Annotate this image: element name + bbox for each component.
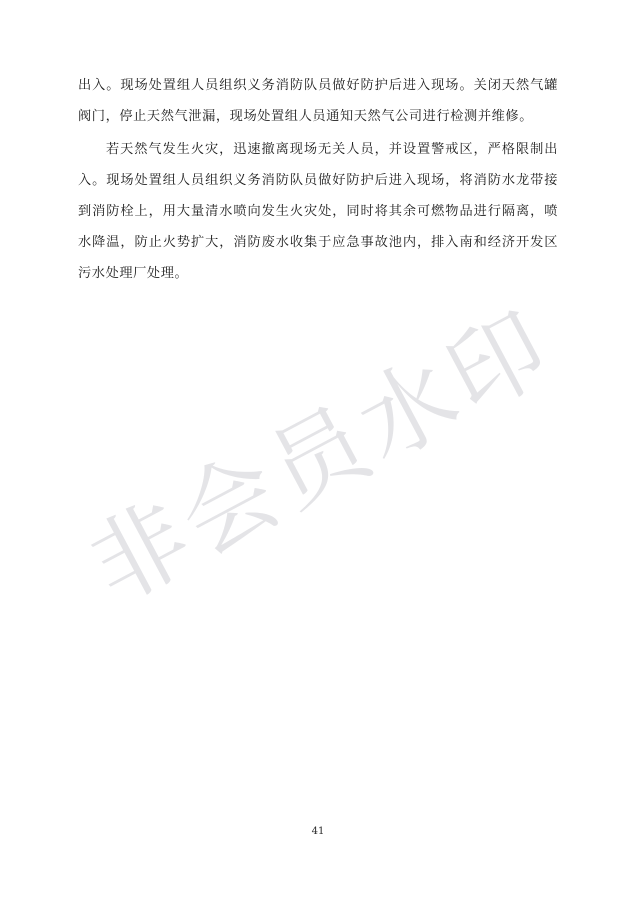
page-body xyxy=(78,70,558,289)
paragraph-1: 出入。现场处置组人员组织义务消防队员做好防护后进入现场。关闭天然气罐阀门，停止天然气泄漏，现场处置组人员通知天然气公司进行检测并维修。 xyxy=(78,78,558,124)
paragraph-2: 若天然气发生火灾，迅速撤离现场无关人员，并设置警戒区，严格限制出入。现场处置组人员组织义务消防队员做好防护后进入现场，将消防水龙带接到消防栓上，用大量清水喷向发生火灾处，同时将其余可燃物品进行隔离，喷水降温，防止火势扩大，消防废水收集于应急事故池内，排入南和经济开发区污水处理厂处理。 xyxy=(78,142,558,281)
page-number: 41 xyxy=(311,826,325,837)
watermark-text: 非会员水印 xyxy=(72,289,571,625)
